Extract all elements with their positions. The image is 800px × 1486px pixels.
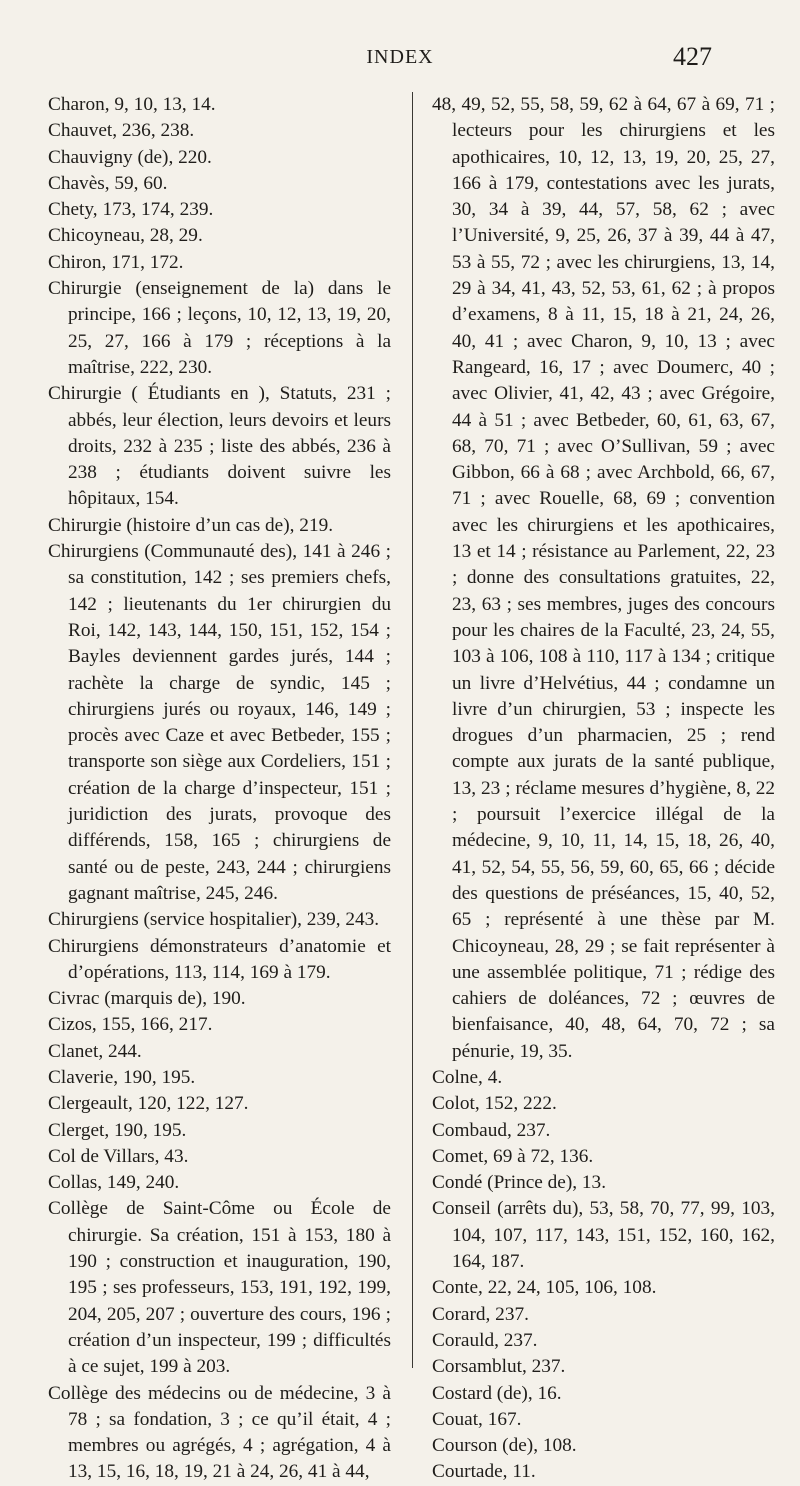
- index-entry: 48, 49, 52, 55, 58, 59, 62 à 64, 67 à 69, 71 ; lecteurs pour les chirurgiens et les apothicaires, 10, 12, 13, 19, 20, 25, 27, 166 à 179, contestations avec les jurats, 30, 34 à 39, 44, 57, 58, 62 ; avec l’Université, 9, 25, 26, 37 à 39, 44 à 47, 53 à 55, 72 ; avec les chirurgiens, 13, 14, 29 à 34, 41, 43, 52, 53, 61, 62 ; à propos d’examens, 8 à 11, 15, 18 à 21, 24, 26, 40, 41 ; avec Charon, 9, 10, 13 ; avec Rangeard, 16, 17 ; avec Doumerc, 40 ; avec Olivier, 41, 42, 43 ; avec Grégoire, 44 à 51 ; avec Betbeder, 60, 61, 63, 67, 68, 70, 71 ; avec O’Sullivan, 59 ; avec Gibbon, 66 à 68 ; avec Archbold, 66, 67, 71 ; avec Rouelle, 68, 69 ; convention avec les chirurgiens et les apothicaires, 13 et 14 ; résistance au Parlement, 22, 23 ; donne des consultations gratuites, 22, 23, 63 ; ses membres, juges des concours pour les chaires de la Faculté, 23, 24, 55, 103 à 106, 108 à 110, 117 à 134 ; critique un livre d’Helvétius, 44 ; condamne un livre d’un chirurgien, 53 ; inspecte les drogues d’un pharmacien, 25 ; rend compte aux jurats de la santé publique, 13, 23 ; réclame mesures d’hygiène, 8, 22 ; poursuit l’exercice illégal de la médecine, 9, 10, 11, 14, 15, 18, 26, 40, 41, 52, 54, 55, 56, 59, 60, 65, 66 ; décide des questions de préséances, 15, 40, 52, 65 ; représenté à une thèse par M. Chicoyneau, 28, 29 ; se fait représenter à une assemblée politique, 71 ; rédige des cahiers de doléances, 72 ; œuvres de bienfaisance, 40, 48, 64, 70, 72 ; sa pénurie, 19, 35.: [432, 94, 775, 1062]
- index-entry: Combaud, 237.: [432, 1119, 551, 1141]
- index-entry: Courson (de), 108.: [432, 1435, 577, 1457]
- index-entry: Chirurgiens (service hospitalier), 239, 243.: [48, 909, 380, 931]
- index-entry: Chirurgie (histoire d’un cas de), 219.: [48, 514, 334, 536]
- index-entry: Chety, 173, 174, 239.: [48, 199, 214, 221]
- index-entry: Charon, 9, 10, 13, 14.: [48, 94, 216, 115]
- index-entry: Chirurgie (enseignement de la) dans le principe, 166 ; leçons, 10, 12, 13, 19, 20, 25, 27, 166 à 179 ; réceptions à la maîtrise, 222, 230.: [48, 278, 391, 378]
- index-entry: Clanet, 244.: [48, 1040, 142, 1062]
- index-entry: Chiron, 171, 172.: [48, 251, 184, 273]
- index-entry: Chavès, 59, 60.: [48, 172, 168, 194]
- index-entry: Corsamblut, 237.: [432, 1356, 566, 1378]
- index-entry: Claverie, 190, 195.: [48, 1066, 196, 1088]
- index-entry: Conte, 22, 24, 105, 106, 108.: [432, 1277, 657, 1299]
- index-entry: Condé (Prince de), 13.: [432, 1172, 607, 1194]
- index-entry: Chauvigny (de), 220.: [48, 146, 212, 168]
- index-entry: Chirurgiens démonstrateurs d’anatomie et d’opérations, 113, 114, 169 à 179.: [48, 935, 391, 983]
- index-entry: Col de Villars, 43.: [48, 1145, 189, 1167]
- left-column: [48, 92, 391, 1486]
- index-entry: Chauvet, 236, 238.: [48, 120, 195, 142]
- index-entry: Collas, 149, 240.: [48, 1172, 180, 1194]
- page-header: [0, 40, 800, 80]
- index-entry: Chicoyneau, 28, 29.: [48, 225, 203, 247]
- index-entry: Cizos, 155, 166, 217.: [48, 1014, 213, 1036]
- index-entry: Comet, 69 à 72, 136.: [432, 1145, 594, 1167]
- index-entry: Collège de Saint-Côme ou École de chirurgie. Sa création, 151 à 153, 180 à 190 ; construction et inauguration, 190, 195 ; ses professeurs, 153, 191, 192, 199, 204, 205, 207 ; ouverture des cours, 196 ; création d’un inspecteur, 199 ; difficultés à ce sujet, 199 à 203.: [48, 1198, 391, 1378]
- index-entry: Conseil (arrêts du), 53, 58, 70, 77, 99, 103, 104, 107, 117, 143, 151, 152, 160, 162, 164, 187.: [432, 1198, 775, 1273]
- index-entry: Chirurgiens (Communauté des), 141 à 246 ; sa constitution, 142 ; ses premiers chefs, 142 ; lieutenants du 1er chirurgien du Roi, 142, 143, 144, 150, 151, 152, 154 ; Bayles deviennent gardes jurés, 144 ; rachète la charge de syndic, 145 ; chirurgiens jurés ou royaux, 146, 149 ; procès avec Caze et avec Betbeder, 155 ; transporte son siège aux Cordeliers, 151 ; création de la charge d’inspecteur, 151 ; juridiction des jurats, provoque des différends, 158, 165 ; chirurgiens de santé ou de peste, 243, 244 ; chirurgiens gagnant maîtrise, 245, 246.: [48, 541, 391, 904]
- index-entry: Costard (de), 16.: [432, 1382, 562, 1404]
- index-entry: Couat, 167.: [432, 1408, 522, 1430]
- index-entry: Colne, 4.: [432, 1066, 503, 1088]
- index-entry: Chirurgie ( Étudiants en ), Statuts, 231 ; abbés, leur élection, leurs devoirs et leurs droits, 232 à 235 ; liste des abbés, 236 à 238 ; étudiants doivent suivre les hôpitaux, 154.: [48, 383, 391, 510]
- index-entry: Collège des médecins ou de médecine, 3 à 78 ; sa fondation, 3 ; ce qu’il était, 4 ; membres ou agrégés, 4 ; agrégation, 4 à 13, 15, 16, 18, 19, 21 à 24, 26, 41 à 44,: [48, 1382, 391, 1483]
- index-entry: Civrac (marquis de), 190.: [48, 988, 246, 1010]
- index-entry: Clergeault, 120, 122, 127.: [48, 1093, 249, 1115]
- index-entry: Corard, 237.: [432, 1303, 529, 1325]
- index-entry: Courtade, 11.: [432, 1461, 536, 1483]
- index-entry: Colot, 152, 222.: [432, 1093, 557, 1115]
- index-entry: Corauld, 237.: [432, 1329, 538, 1351]
- page-number: 427: [673, 42, 712, 71]
- index-entry: Clerget, 190, 195.: [48, 1119, 187, 1141]
- right-column: [432, 92, 775, 1486]
- column-divider: [412, 92, 413, 1368]
- running-title: INDEX: [366, 46, 434, 68]
